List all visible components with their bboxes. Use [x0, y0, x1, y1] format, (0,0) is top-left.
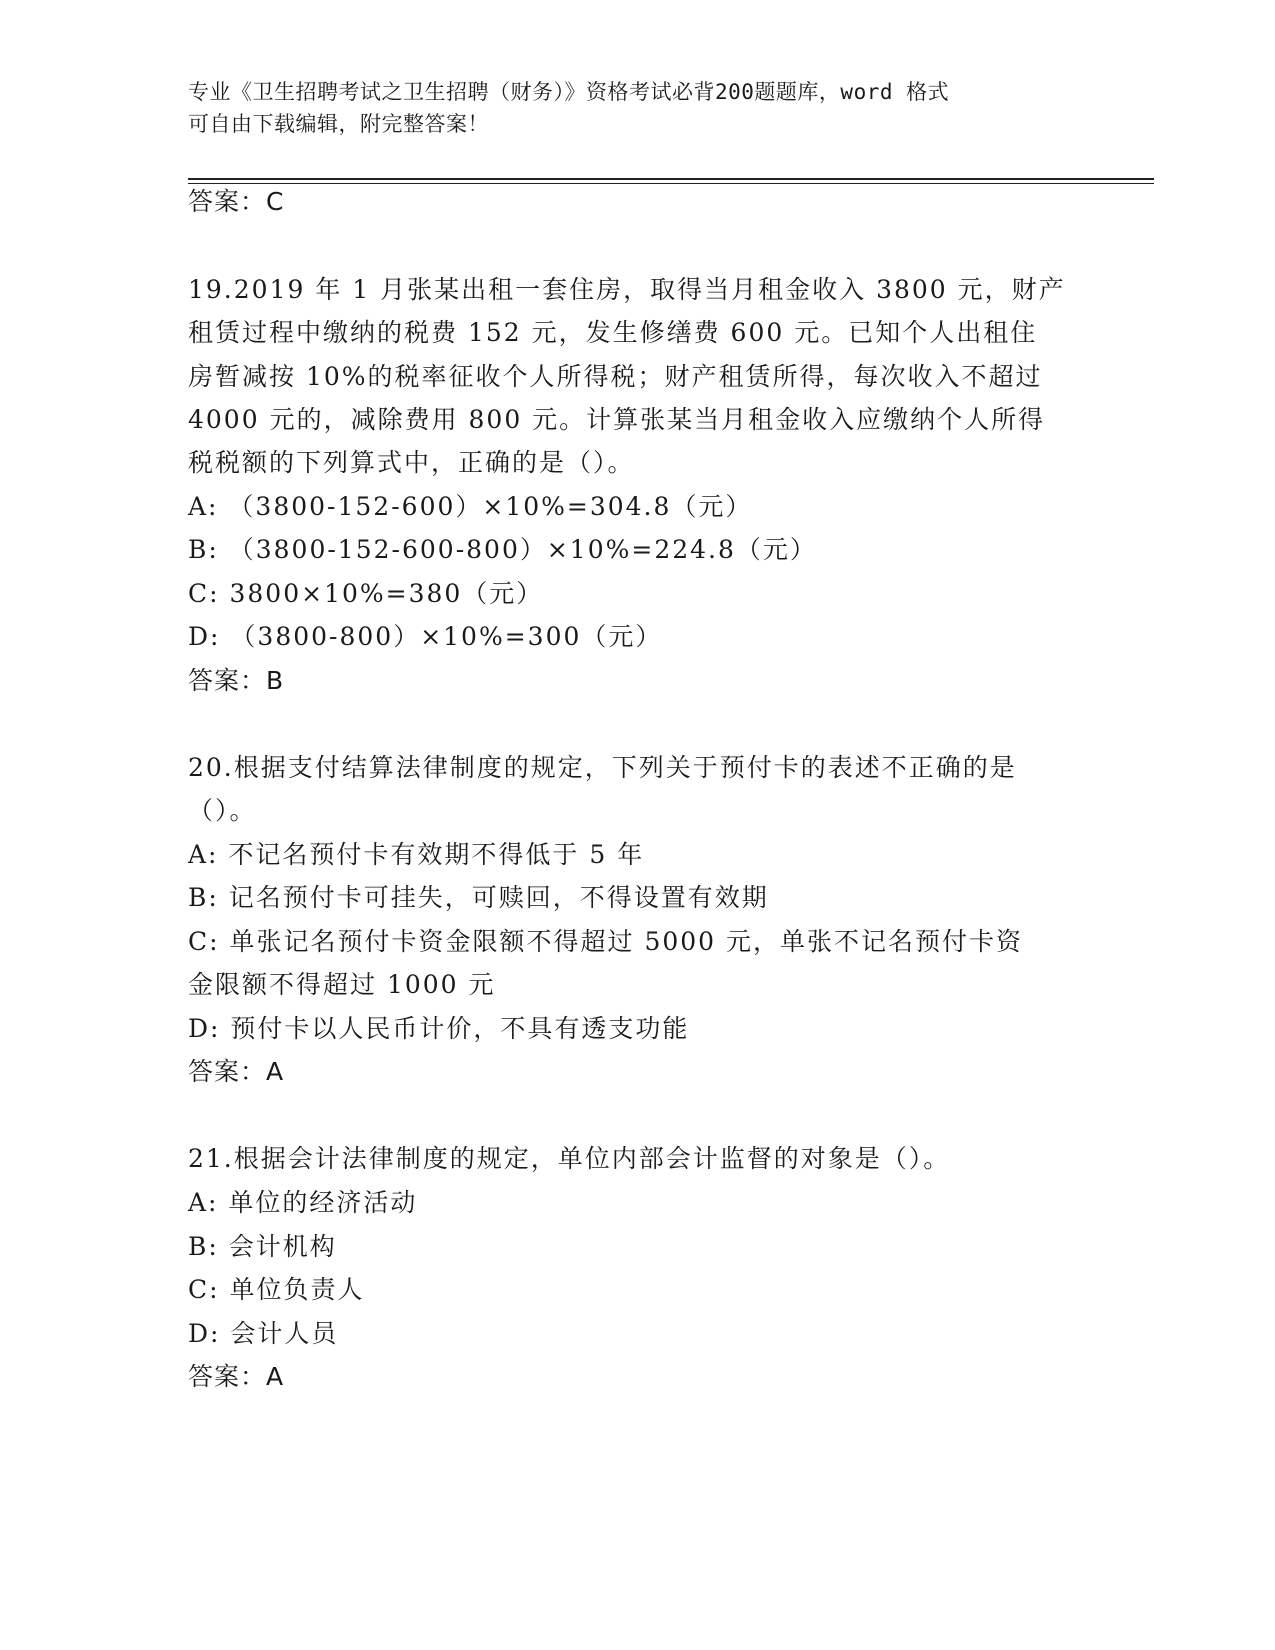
option-d: D: （3800-800）×10%=300（元）	[188, 622, 663, 651]
question-stem-line: 租赁过程中缴纳的税费 152 元，发生修缮费 600 元。已知个人出租住	[188, 318, 1038, 347]
option-d: D: 会计人员	[188, 1319, 339, 1348]
header-line-2: 可自由下载编辑，附完整答案！	[188, 112, 489, 136]
option-d: D: 预付卡以人民币计价，不具有透支功能	[188, 1014, 690, 1043]
option-a: A: 不记名预付卡有效期不得低于 5 年	[188, 840, 645, 869]
answer: 答案：A	[188, 1057, 285, 1086]
option-c-continued: 金限额不得超过 1000 元	[188, 970, 496, 999]
option-a: A: （3800-152-600）×10%=304.8（元）	[188, 492, 753, 521]
question-stem-line: 房暂减按 10%的税率征收个人所得税；财产租赁所得，每次收入不超过	[188, 362, 1043, 391]
page-header	[188, 76, 1068, 140]
header-divider	[188, 178, 1154, 180]
option-a: A: 单位的经济活动	[188, 1188, 418, 1217]
question-stem-line: 19.2019 年 1 月张某出租一套住房，取得当月租金收入 3800 元，财产	[188, 275, 1066, 304]
answer: 答案：B	[188, 666, 285, 695]
previous-answer: 答案：C	[188, 187, 285, 216]
option-c: C: 单位负责人	[188, 1275, 365, 1304]
question-stem-line: 20.根据支付结算法律制度的规定，下列关于预付卡的表述不正确的是	[188, 753, 1017, 782]
option-c: C: 3800×10%=380（元）	[188, 579, 544, 608]
question-stem-line: （）。	[188, 796, 257, 825]
question-stem-line: 4000 元的，减除费用 800 元。计算张某当月租金收入应缴纳个人所得	[188, 405, 1046, 434]
question-stem-line: 21.根据会计法律制度的规定，单位内部会计监督的对象是（）。	[188, 1144, 951, 1173]
option-c: C: 单张记名预付卡资金限额不得超过 5000 元，单张不记名预付卡资	[188, 927, 1024, 956]
question-stem-line: 税税额的下列算式中，正确的是（）。	[188, 448, 635, 477]
option-b: B: 记名预付卡可挂失，可赎回，不得设置有效期	[188, 883, 769, 912]
option-b: B: 会计机构	[188, 1232, 337, 1261]
header-line-1: 专业《卫生招聘考试之卫生招聘（财务）》资格考试必背200题题库，word 格式	[188, 80, 950, 104]
header-divider-thin	[188, 183, 1154, 184]
option-b: B: （3800-152-600-800）×10%=224.8（元）	[188, 535, 817, 564]
answer: 答案：A	[188, 1362, 285, 1391]
